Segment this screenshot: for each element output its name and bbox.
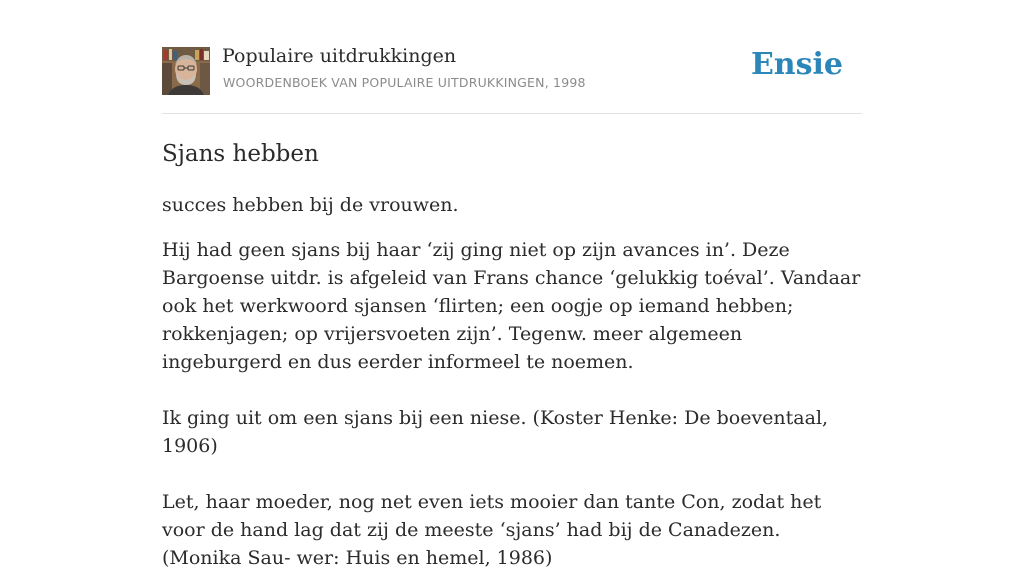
- entry-definition: succes hebben bij de vrouwen.: [162, 194, 459, 216]
- entry-term: Sjans hebben: [162, 141, 319, 167]
- source-subtitle: WOORDENBOEK VAN POPULAIRE UITDRUKKINGEN, 1998: [223, 75, 586, 90]
- entry-container: [162, 0, 862, 572]
- brand-logo-link[interactable]: Ensie: [750, 47, 843, 82]
- source-header: [162, 0, 862, 114]
- entry-paragraph: Ik ging uit om een sjans bij een niese. (Koster Henke: De boeventaal, 1906): [162, 407, 829, 457]
- entry-paragraph: Let, haar moeder, nog net even iets mooier dan tante Con, zodat het voor de hand lag dat zij de meeste ‘sjans’ had bij de Canadezen. (Monika Sau- wer: Huis en hemel, 1986): [162, 491, 822, 569]
- author-portrait-icon: [162, 47, 210, 95]
- entry-content: [162, 140, 862, 572]
- author-avatar[interactable]: [162, 47, 210, 95]
- source-title[interactable]: Populaire uitdrukkingen: [222, 45, 457, 67]
- entry-paragraph: Hij had geen sjans bij haar ‘zij ging niet op zijn avances in’. Deze Bargoense uitdr. is afgeleid van Frans chance ‘gelukkig toéval’. Vandaar ook het werkwoord sjansen ‘flirten; een oogje op iemand hebben; rokkenjagen; op vrijersvoeten zijn’. Tegenw. meer algemeen ingeburgerd en dus eerder informeel te noemen.: [162, 239, 861, 373]
